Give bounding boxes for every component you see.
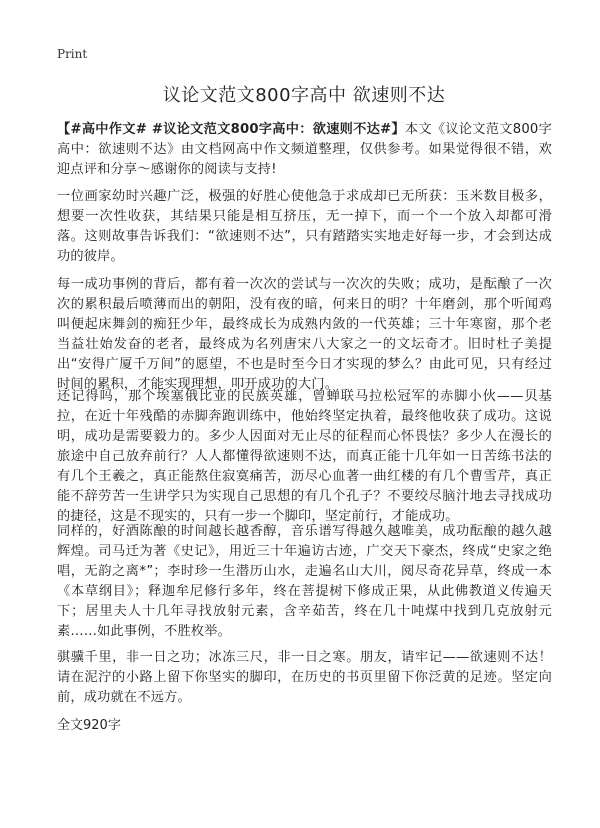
print-link[interactable]: Print xyxy=(57,47,88,61)
body-paragraph-5: 骐骥千里，非一日之功；冰冻三尺，非一日之寒。朋友，请牢记——欲速则不达！请在泥泞的小路上留下你坚实的脚印，在历史的书页里留下你泛黄的足迹。坚定向前，成功就在不远方。 xyxy=(57,650,552,705)
intro-text: 本文《议论文范文800字高中：欲速则不达》由文档网高中作文频道整理，仅供参考。如果觉得很不错，欢迎点评和分享～感谢你的阅读与支持! xyxy=(57,122,552,177)
body-paragraph-1: 一位画家幼时兴趣广泛，极强的好胜心使他急于求成却已无所获：玉米数目极多，想要一次性收获，其结果只能是相互挤压，无一掉下，而一个一个放入却都可滑落。这则故事告诉我们：“欲速则不达”，只有踏踏实实地走好每一步，才会到达成功的彼岸。 xyxy=(57,189,552,264)
article-title: 议论文范文800字高中 欲速则不达 xyxy=(162,85,446,106)
body-paragraph-3: 还记得吗，那个埃塞俄比亚的民族英雄，曾蝉联马拉松冠军的赤脚小伙——贝基拉，在近十年残酷的赤脚奔跑训练中，他始终坚定执着，最终他收获了成功。这说明，成功是需要毅力的。多少人因面对无止尽的征程而心怀畏怯？多少人在漫长的旅途中自己放弃前行？人人都懂得欲速则不达，而真正能十几年如一日苦练书法的有几个王羲之，真正能熬住寂寞痛苦，沥尽心血著一曲红楼的有几个曹雪芹，真正能不辞劳苦一生讲学只为实现自己思想的有几个孔子？不要绞尽脑汁地去寻找成功的捷径，这是不现实的，只有一步一个脚印，坚定前行，才能成功。 xyxy=(57,389,552,524)
body-paragraph-2: 每一成功事例的背后，都有着一次次的尝试与一次次的失败；成功，是酝酿了一次次的累积最后喷薄而出的朝阳，没有夜的暗，何来日的明？十年磨剑，那个听闻鸡叫便起床舞剑的痴狂少年，最终成长为成熟内敛的一代英雄；三十年寒窗，那个老当益壮始发奋的老者，最终成为名列唐宋八大家之一的文坛奇才。旧时杜子美提出“安得广厦千万间”的愿望，不也是时至今日才实现的梦么？由此可见，只有经过时间的累积，才能实现理想，叩开成功的大门。 xyxy=(57,277,552,392)
body-paragraph-4: 同样的，好酒陈酿的时间越长越香醇，音乐谱写得越久越唯美，成功酝酿的越久越辉煌。司马迁为著《史记》，用近三十年遍访古迹，广交天下豪杰，终成“史家之绝唱，无韵之离*”；李时珍一生潜历山水，走遍名山大川，阅尽奇花异草，终成一本《本草纲目》；释迦牟尼修行多年，终在菩提树下修成正果，从此佛教道义传遍天下；居里夫人十几年寻找放射元素，含辛茹苦，终在几十吨煤中找到几克放射元素……如此事例，不胜枚举。 xyxy=(57,524,552,639)
intro-paragraph xyxy=(57,120,552,180)
intro-hashtags: 【#高中作文# #议论文范文800字高中：欲速则不达#】 xyxy=(57,122,405,137)
word-count: 全文920字 xyxy=(57,718,121,733)
